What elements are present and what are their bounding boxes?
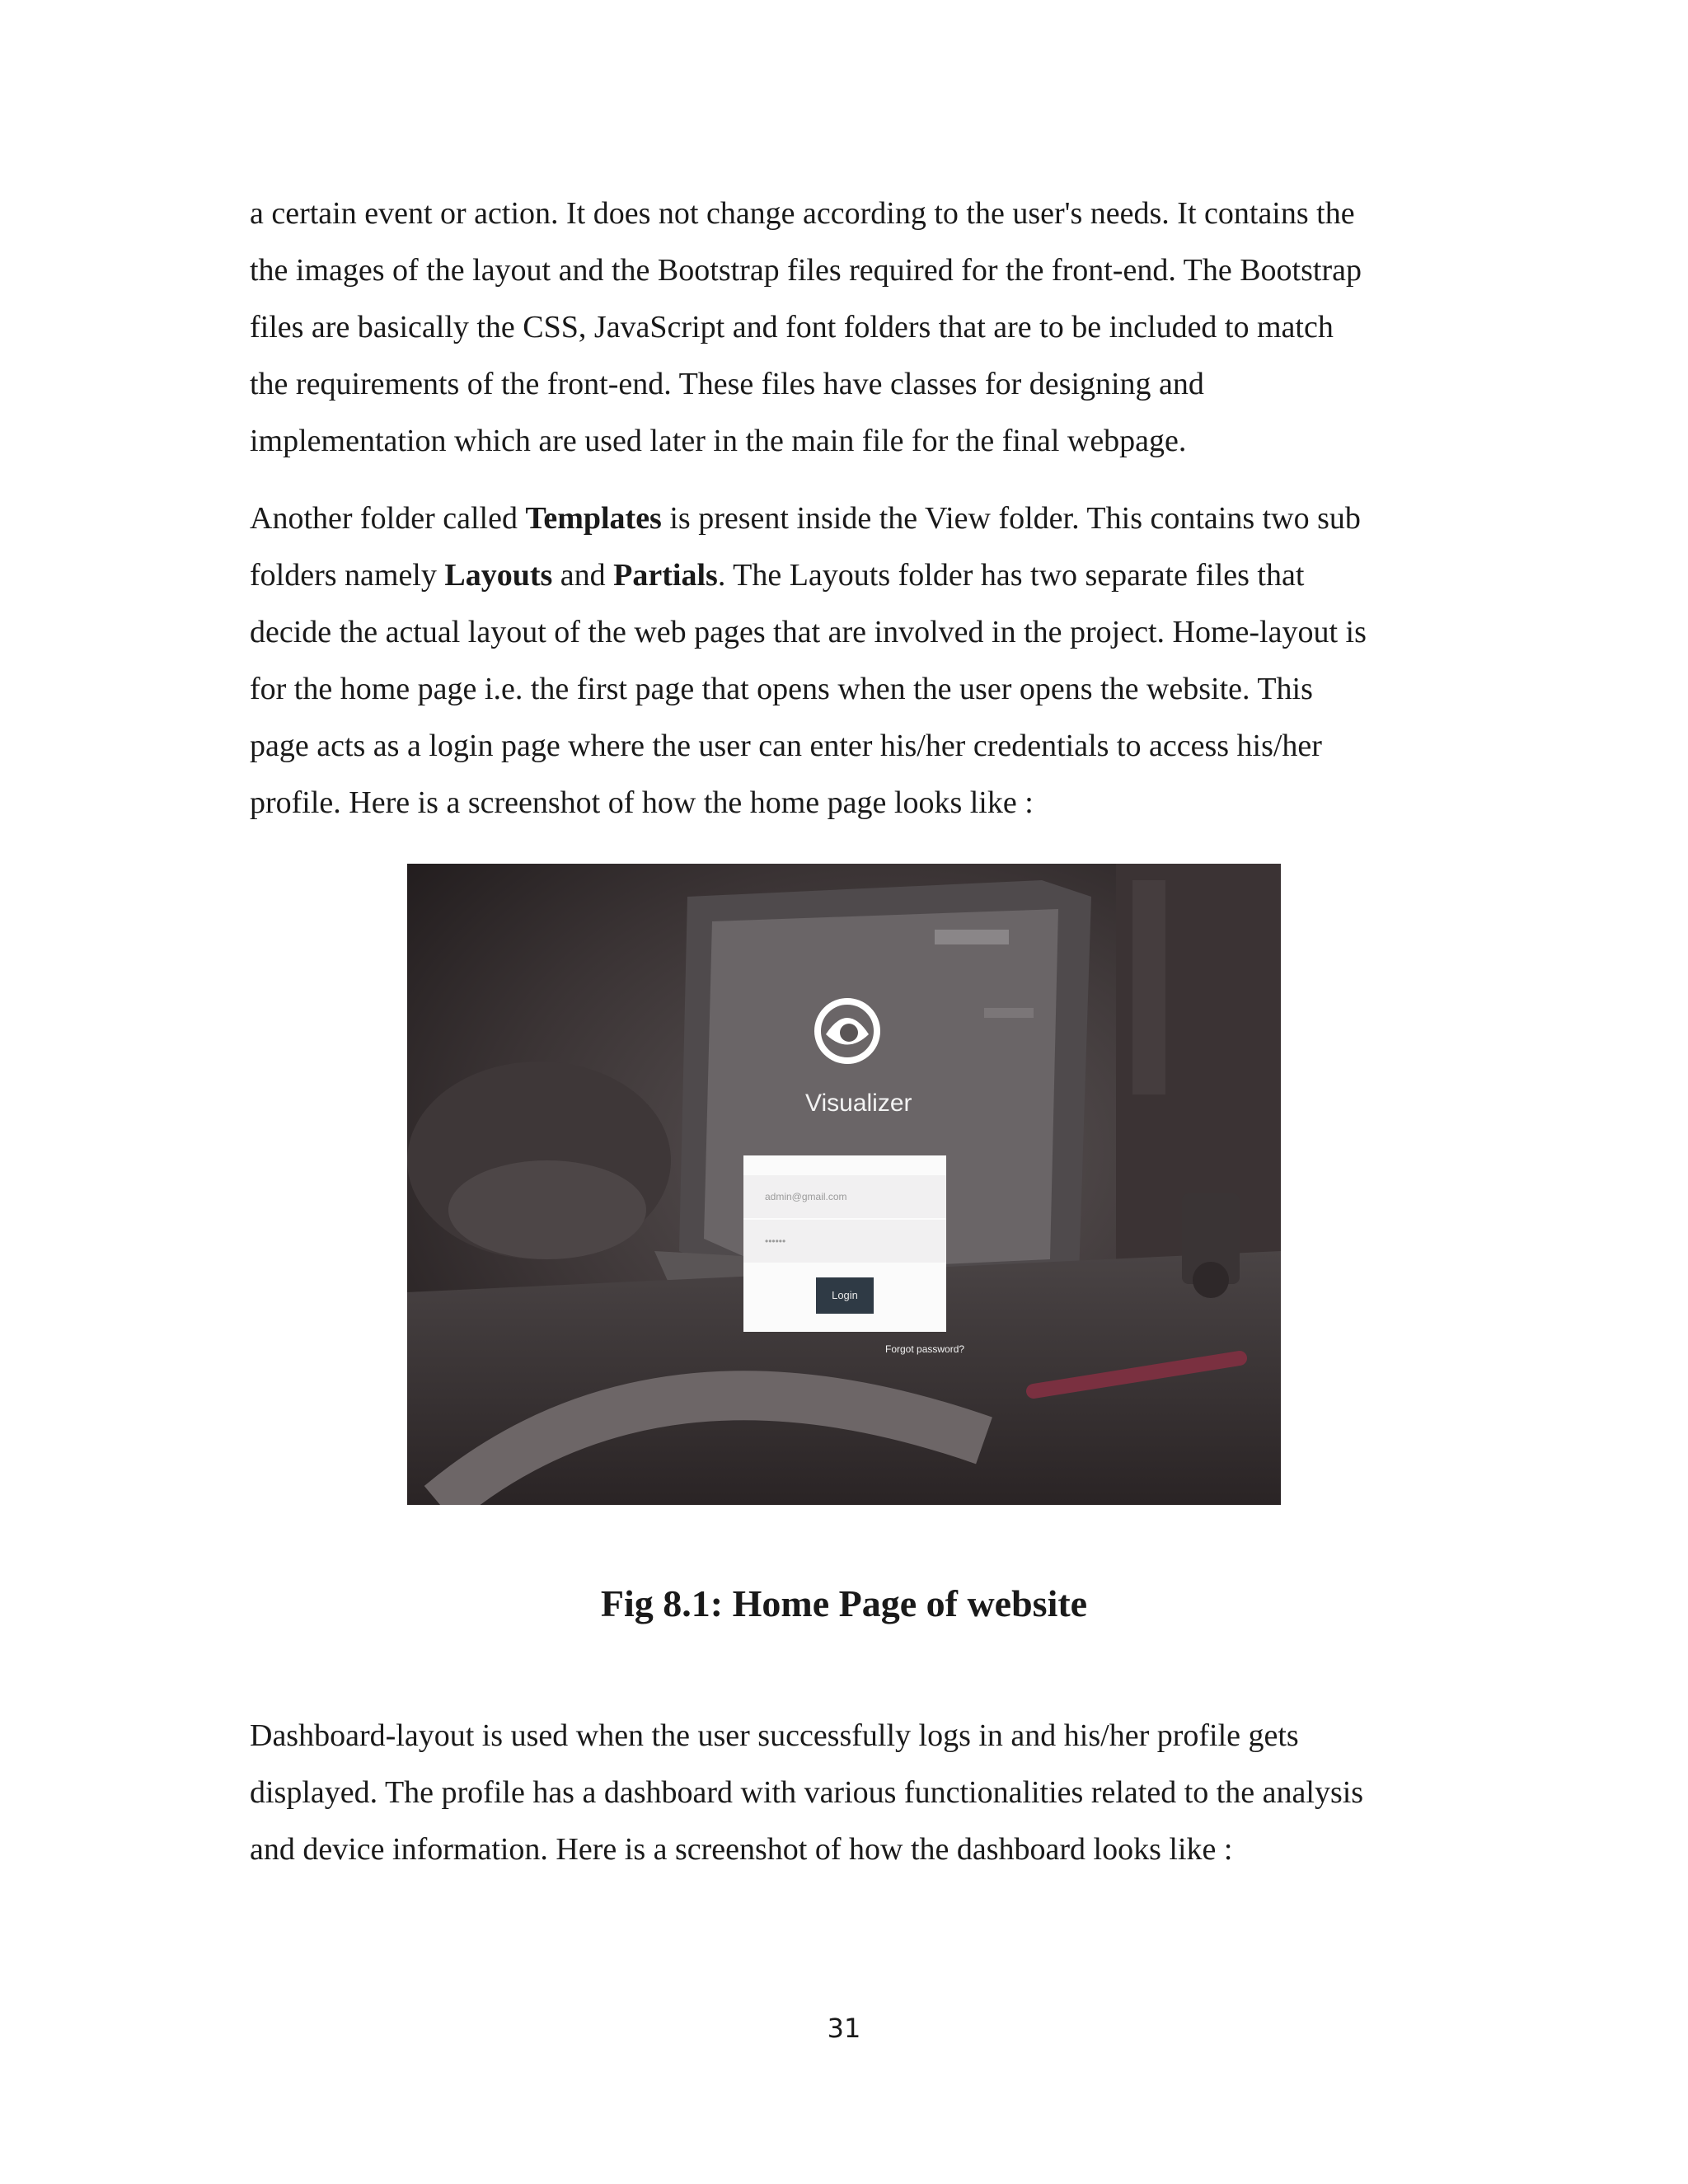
- paragraph-line: profile. Here is a screenshot of how the home page looks like :: [250, 785, 1034, 820]
- bold-term-layouts: Layouts: [444, 558, 553, 593]
- password-input[interactable]: ••••••: [743, 1220, 946, 1263]
- paragraph-line: the images of the layout and the Bootstrap files required for the front-end. The Bootstrap: [250, 253, 1362, 288]
- paragraph-line: for the home page i.e. the first page that opens when the user opens the website. This: [250, 672, 1313, 706]
- bold-term-templates: Templates: [525, 501, 662, 536]
- text-run: . The Layouts folder has two separate files that: [717, 558, 1305, 593]
- paragraph-templates: [250, 490, 1441, 832]
- paragraph-line: a certain event or action. It does not change according to the user's needs. It contains the: [250, 196, 1355, 231]
- login-button[interactable]: Login: [816, 1277, 874, 1314]
- forgot-password-link[interactable]: Forgot password?: [885, 1343, 965, 1355]
- figure-caption: Fig 8.1: Home Page of website: [600, 1582, 1088, 1624]
- paragraph-line: page acts as a login page where the user can enter his/her credentials to access his/her: [250, 729, 1322, 763]
- text-run: folders namely: [250, 558, 445, 593]
- text-run: is present inside the View folder. This contains two sub: [661, 501, 1361, 536]
- brand-name: Visualizer: [805, 1090, 912, 1117]
- paragraph-line: [250, 547, 1441, 604]
- login-form-card: [743, 1155, 946, 1332]
- page-number: 31: [827, 2013, 861, 2044]
- paragraph-line: implementation which are used later in the main file for the final webpage.: [250, 424, 1187, 458]
- bold-term-partials: Partials: [613, 558, 718, 593]
- paragraph-dashboard-layout: [250, 1708, 1441, 1878]
- email-input[interactable]: admin@gmail.com: [743, 1175, 946, 1218]
- paragraph-line: the requirements of the front-end. These files have classes for designing and: [250, 367, 1204, 401]
- paragraph-line: Dashboard-layout is used when the user successfully logs in and his/her profile gets: [250, 1718, 1299, 1753]
- paragraph-line: files are basically the CSS, JavaScript and font folders that are to be included to match: [250, 310, 1334, 344]
- paragraph-line: displayed. The profile has a dashboard with various functionalities related to the analysis: [250, 1775, 1364, 1810]
- paragraph-static-files: [250, 185, 1441, 470]
- home-page-screenshot: [407, 864, 1281, 1505]
- text-run: and: [552, 558, 614, 593]
- paragraph-line: decide the actual layout of the web pages that are involved in the project. Home-layout is: [250, 615, 1367, 649]
- eye-logo-icon: [814, 997, 881, 1065]
- paragraph-line: and device information. Here is a screenshot of how the dashboard looks like :: [250, 1832, 1233, 1867]
- text-run: Another folder called: [250, 501, 526, 536]
- paragraph-line: [250, 490, 1441, 547]
